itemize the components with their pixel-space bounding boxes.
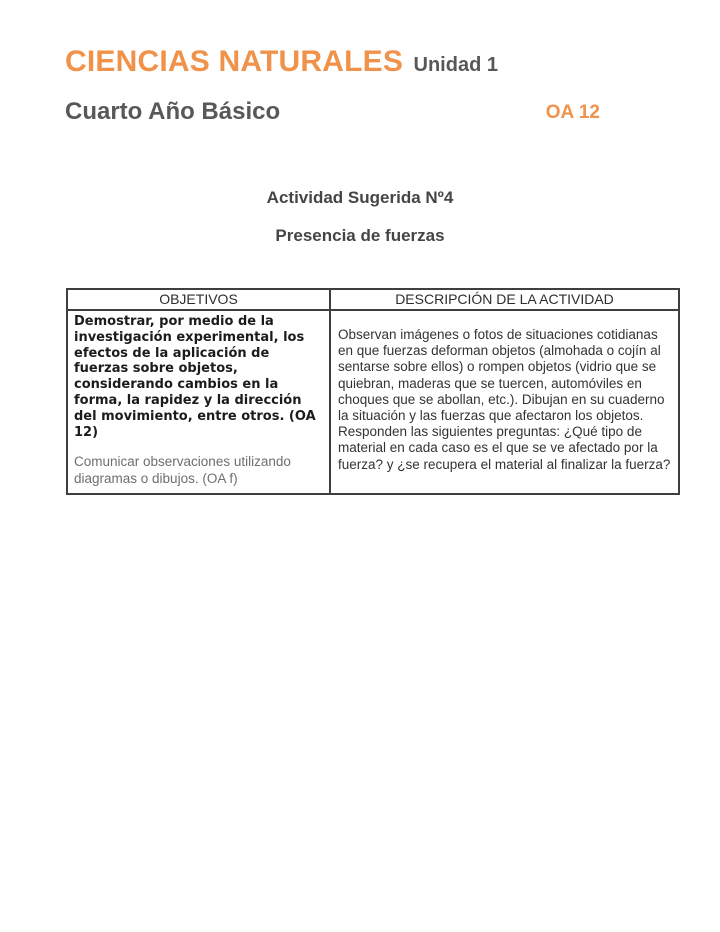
subject-title: CIENCIAS NATURALES [65, 45, 404, 78]
unit-label: Unidad 1 [413, 54, 498, 76]
table-body-row [67, 310, 679, 494]
table-header-row [67, 289, 679, 310]
activity-subtitle: Presencia de fuerzas [275, 226, 445, 245]
objective-main-text: Demostrar, por medio de la investigación experimental, los efectos de la aplicación de fuerzas sobre objetos, considerando cambios en la forma, la rapidez y la dirección del movimiento, entre otros. (OA 12) [74, 314, 316, 440]
objective-secondary-text: Comunicar observaciones utilizando diagramas o dibujos. (OA f) [74, 454, 291, 487]
activity-title: Actividad Sugerida Nº4 [266, 188, 454, 207]
description-text: Observan imágenes o fotos de situaciones cotidianas en que fuerzas deforman objetos (almohada o cojín al sentarse sobre ellos) o rompen objetos (vidrio que se quiebran, maderas que se tuercen, automóviles en choques que se abollan, etc.). Dibujan en su cuaderno la situación y las fuerzas que afectaron los objetos. Responden las siguientes preguntas: ¿Qué tipo de material en cada caso es el que se ve afectado por la fuerza? y ¿se recupera el material al finalizar la fuerza? [338, 327, 671, 472]
description-cell [330, 310, 679, 494]
table-header-objectives: OBJETIVOS [67, 289, 330, 310]
objectives-cell [67, 310, 330, 494]
table-header-description: DESCRIPCIÓN DE LA ACTIVIDAD [330, 289, 679, 310]
document-header [65, 45, 498, 79]
grade-title: Cuarto Año Básico [65, 98, 281, 125]
objectives-table [66, 288, 680, 495]
oa-badge: OA 12 [545, 102, 600, 123]
